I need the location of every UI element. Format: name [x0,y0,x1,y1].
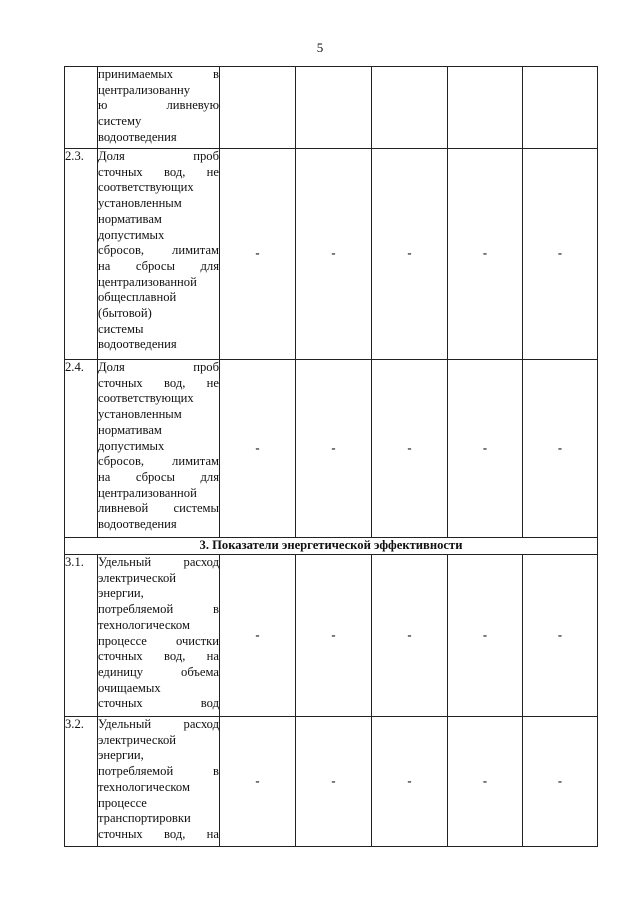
indicator-name-line: процессе очистки [98,633,219,648]
indicator-name [98,67,220,149]
indicator-name-line: энергии, [98,586,144,601]
indicator-name-line: сточных вод, на [98,649,219,664]
indicator-name-line: системы [98,321,144,336]
value-cell: - [296,717,372,847]
indicator-name-line: водоотведения [98,517,177,532]
value-cell: - [372,717,448,847]
indicator-name-line: (бытовой) [98,306,152,321]
row-number: 2.4. [65,360,98,538]
indicator-name-line: централизованной [98,485,197,500]
indicator-name-line: ливневой системы [98,501,219,516]
indicator-name-line: водоотведения [98,129,177,144]
indicator-name-line: установленным [98,196,182,211]
value-cell: - [296,555,372,717]
page-number: 5 [316,40,324,55]
indicator-name-line: технологическом [98,779,190,794]
row-number [65,67,98,149]
indicator-name-line: нормативам [98,422,162,437]
indicator-name-line: процессе [98,795,147,810]
indicator-name-line: на сбросы для [98,258,219,273]
indicator-name [98,555,220,717]
indicator-name-line: сбросов, лимитам [98,243,219,258]
indicator-name-line: потребляемой в [98,602,219,617]
table-row [65,360,598,538]
indicator-name-line: сточных вод, не [98,164,219,179]
indicator-name-line: Доля проб [98,360,219,374]
indicator-name [98,717,220,847]
value-cell [523,67,598,149]
value-cell: - [220,555,296,717]
indicator-name-line: сточных вод, на [98,826,219,841]
indicator-name-line: Доля проб [98,149,219,163]
table-row [65,149,598,360]
indicator-name-line: ю ливневую [98,98,219,113]
value-cell: - [523,360,598,538]
row-number: 2.3. [65,149,98,360]
indicator-name-line: Удельный расход [98,717,219,731]
indicator-name-line: нормативам [98,211,162,226]
value-cell: - [296,360,372,538]
indicator-name [98,360,220,538]
indicator-name-line: сточных вод, не [98,375,219,390]
indicator-name-line: транспортировки [98,811,191,826]
indicator-name [98,149,220,360]
table-row [65,717,598,847]
indicator-name-line: соответствующих [98,391,194,406]
value-cell: - [523,555,598,717]
value-cell [372,67,448,149]
value-cell: - [448,149,523,360]
row-number: 3.1. [65,555,98,717]
table-row [65,67,598,149]
indicator-name-line: допустимых [98,438,165,453]
value-cell: - [220,717,296,847]
indicator-name-line: Удельный расход [98,555,219,569]
indicator-name-line: электрической [98,732,177,747]
value-cell: - [523,149,598,360]
row-number: 3.2. [65,717,98,847]
indicator-name-line: соответствующих [98,180,194,195]
value-cell [220,67,296,149]
value-cell: - [523,717,598,847]
value-cell [296,67,372,149]
value-cell: - [296,149,372,360]
value-cell: - [448,360,523,538]
indicator-name-line: сбросов, лимитам [98,454,219,469]
value-cell: - [448,717,523,847]
indicator-name-line: энергии, [98,748,144,763]
table-row [65,555,598,717]
section-header-row [65,538,598,555]
indicator-name-line: общесплавной [98,290,177,305]
indicator-name-line: централизованну [98,82,191,97]
indicator-name-line: единицу объема [98,664,219,679]
indicator-name-line: водоотведения [98,337,177,352]
value-cell: - [372,149,448,360]
indicator-name-line: установленным [98,407,182,422]
indicator-name-line: сточных вод [98,696,219,711]
value-cell: - [220,149,296,360]
section-title: 3. Показатели энергетической эффективности [65,538,598,555]
indicator-name-line: потребляемой в [98,764,219,779]
value-cell [448,67,523,149]
indicator-name-line: централизованной [98,274,197,289]
value-cell: - [372,555,448,717]
indicator-name-line: технологическом [98,617,190,632]
value-cell: - [448,555,523,717]
indicator-name-line: принимаемых в [98,67,219,81]
value-cell: - [372,360,448,538]
indicator-name-line: систему [98,114,142,129]
indicator-name-line: на сбросы для [98,469,219,484]
value-cell: - [220,360,296,538]
indicator-name-line: допустимых [98,227,165,242]
indicators-table [64,66,598,847]
indicator-name-line: электрической [98,570,177,585]
indicator-name-line: очищаемых [98,680,161,695]
